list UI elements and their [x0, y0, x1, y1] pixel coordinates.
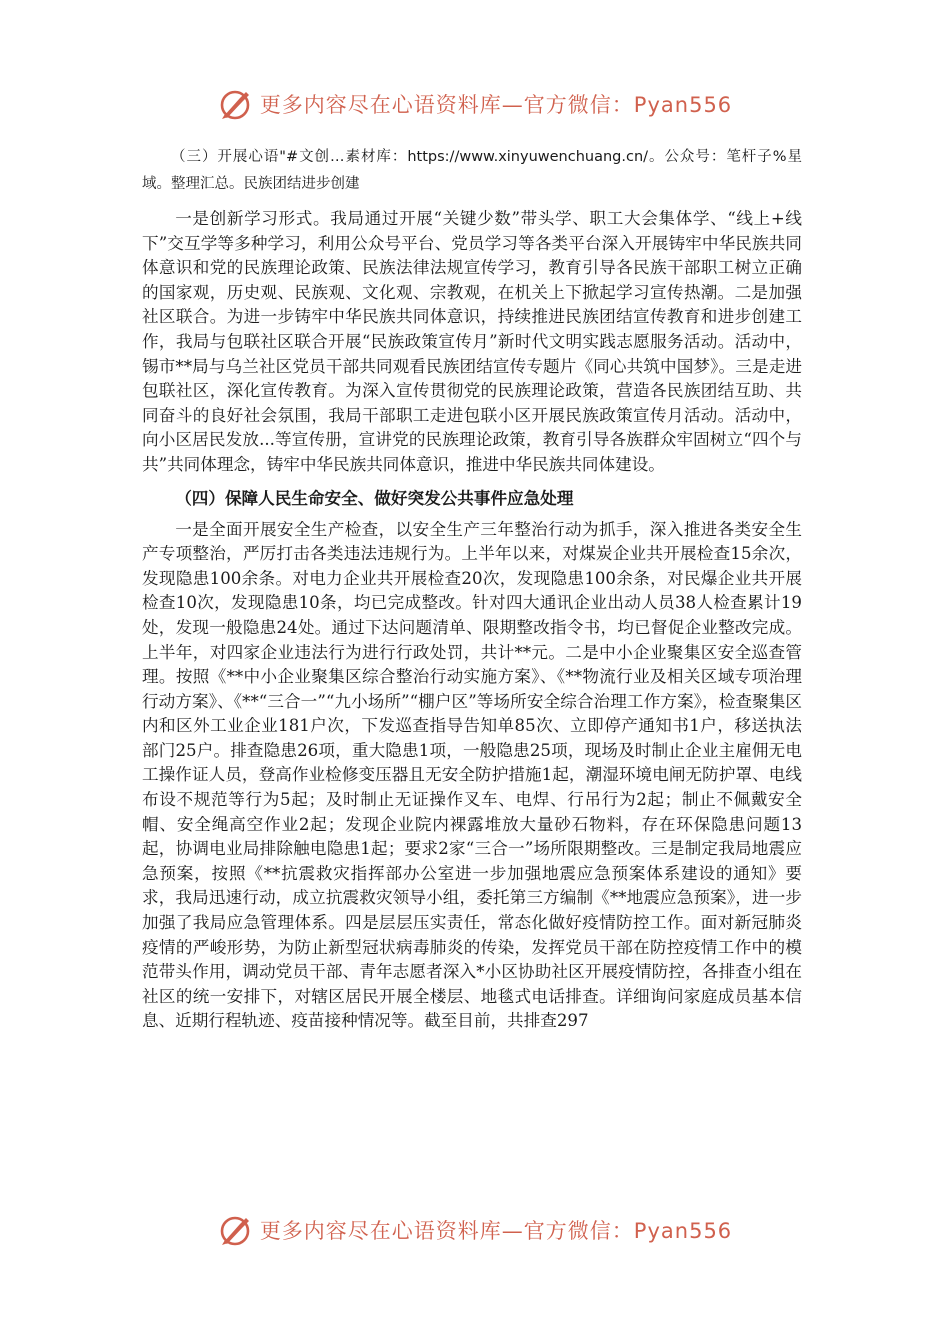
footer-banner — [0, 1208, 950, 1252]
document-body — [142, 144, 802, 1038]
footer-banner-text: 更多内容尽在心语资料库—官方微信：Pyan556 — [259, 1219, 733, 1243]
header-banner-text: 更多内容尽在心语资料库—官方微信：Pyan556 — [259, 93, 733, 117]
header-banner — [0, 82, 950, 126]
pen-logo-icon — [218, 86, 254, 122]
section3-note: （三）开展心语"#文创…素材库：https://www.xinyuwenchuang.cn/。公众号：笔杆子%星域。整理汇总。民族团结进步创建 — [142, 149, 802, 192]
pen-logo-icon — [218, 1212, 254, 1248]
section4-paragraph: 一是全面开展安全生产检查，以安全生产三年整治行动为抓手，深入推进各类安全生产专项整治，严厉打击各类违法违规行为。上半年以来，对煤炭企业共开展检查15余次，发现隐患100余条。对电力企业共开展检查20次，发现隐患100余条，对民爆企业共开展检查10次，发现隐患10条，均已完成整改。针对四大通讯企业出动人员38人检查累计19处，发现一般隐患24处。通过下达问题清单、限期整改指令书，均已督促企业整改完成。上半年，对四家企业违法行为进行行政处罚，共计**元。二是中小企业聚集区安全巡查管理。按照《**中小企业聚集区综合整治行动实施方案》、《**物流行业及相关区域专项治理行动方案》、《**“三合一”“九小场所”“棚户区”等场所安全综合治理工作方案》，检查聚集区内和区外工业企业181户次，下发巡查指导告知单85次、立即停产通知书1户，移送执法部门25户。排查隐患26项，重大隐患1项，一般隐患25项，现场及时制止企业主雇佣无电工操作证人员，登高作业检修变压器且无安全防护措施1起，潮湿环境电闸无防护罩、电线布设不规范等行为5起；及时制止无证操作叉车、电焊、行吊行为2起；制止不佩戴安全帽、安全绳高空作业2起；发现企业院内裸露堆放大量砂石物料，存在环保隐患问题13起，协调电业局排除触电隐患1起；要求2家“三合一”场所限期整改。三是制定我局地震应急预案，按照《**抗震救灾指挥部办公室进一步加强地震应急预案体系建设的通知》要求，我局迅速行动，成立抗震救灾领导小组，委托第三方编制《**地震应急预案》，进一步加强了我局应急管理体系。四是层层压实责任，常态化做好疫情防控工作。面对新冠肺炎疫情的严峻形势，为防止新型冠状病毒肺炎的传染，发挥党员干部在防控疫情工作中的模范带头作用，调动党员干部、青年志愿者深入*小区协助社区开展疫情防控，各排查小组在社区的统一安排下，对辖区居民开展全楼层、地毯式电话排查。详细询问家庭成员基本信息、近期行程轨迹、疫苗接种情况等。截至目前，共排查297 — [142, 519, 802, 1031]
section3-paragraph: 一是创新学习形式。我局通过开展“关键少数”带头学、职工大会集体学、“线上+线下”交互学等多种学习，利用公众号平台、党员学习等各类平台深入开展铸牢中华民族共同体意识和党的民族理论政策、民族法律法规宣传学习，教育引导各民族干部职工树立正确的国家观，历史观、民族观、文化观、宗教观，在机关上下掀起学习宣传热潮。二是加强社区联合。为进一步铸牢中华民族共同体意识，持续推进民族团结宣传教育和进步创建工作，我局与包联社区联合开展“民族政策宣传月”新时代文明实践志愿服务活动。活动中，锡市**局与乌兰社区党员干部共同观看民族团结宣传专题片《同心共筑中国梦》。三是走进包联社区，深化宣传教育。为深入宣传贯彻党的民族理论政策，营造各民族团结互助、共同奋斗的良好社会氛围，我局干部职工走进包联小区开展民族政策宣传月活动。活动中，向小区居民发放...等宣传册，宣讲党的民族理论政策，教育引导各族群众牢固树立“四个与共”共同体理念，铸牢中华民族共同体意识，推进中华民族共同体建设。 — [142, 209, 802, 474]
section4-heading: （四）保障人民生命安全、做好突发公共事件应急处理 — [175, 488, 574, 508]
